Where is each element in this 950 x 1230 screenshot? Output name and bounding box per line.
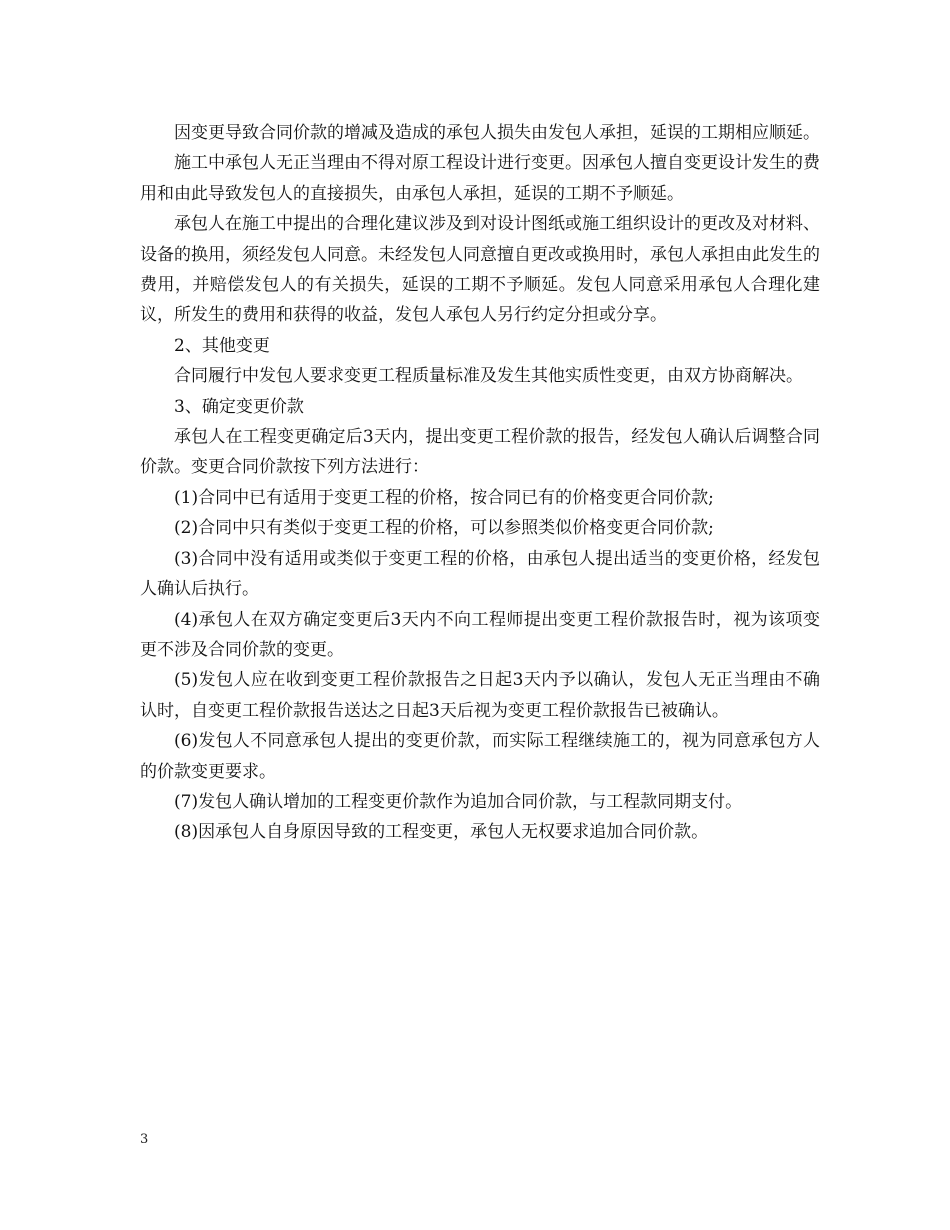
- list-item: (8)因承包人自身原因导致的工程变更，承包人无权要求追加合同价款。: [174, 822, 709, 843]
- page-number: 3: [140, 1132, 149, 1147]
- list-item: (3)合同中没有适用或类似于变更工程的价格，由承包人提出适当的变更价格，经发包人确认后执行。: [140, 548, 820, 600]
- list-item: (7)发包人确认增加的工程变更价款作为追加合同价款，与工程款同期支付。: [174, 791, 743, 812]
- list-item: (5)发包人应在收到变更工程价款报告之日起3天内予以确认，发包人无正当理由不确认时，自变更工程价款报告送达之日起3天后视为变更工程价款报告已被确认。: [140, 670, 820, 721]
- section-heading: 2、其他变更: [174, 335, 270, 356]
- document-body: [140, 118, 820, 848]
- list-item: (4)承包人在双方确定变更后3天内不向工程师提出变更工程价款报告时，视为该项变更不涉及合同价款的变更。: [140, 609, 820, 660]
- paragraph: 施工中承包人无正当理由不得对原工程设计进行变更。因承包人擅自变更设计发生的费用和由此导致发包人的直接损失，由承包人承担，延误的工期不予顺延。: [140, 153, 820, 204]
- paragraph: 因变更导致合同价款的增减及造成的承包人损失由发包人承担，延误的工期相应顺延。: [174, 123, 820, 143]
- list-item: (1)合同中已有适用于变更工程的价格，按合同已有的价格变更合同价款;: [174, 487, 714, 508]
- paragraph: 承包人在施工中提出的合理化建议涉及到对设计图纸或施工组织设计的更改及对材料、设备的换用，须经发包人同意。未经发包人同意擅自更改或换用时，承包人承担由此发生的费用，并赔偿发包人的有关损失，延误的工期不予顺延。发包人同意采用承包人合理化建议，所发生的费用和获得的收益，发包人承包人另行约定分担或分享。: [140, 214, 820, 326]
- list-item: (6)发包人不同意承包人提出的变更价款，而实际工程继续施工的，视为同意承包方人的价款变更要求。: [140, 731, 820, 782]
- paragraph: 承包人在工程变更确定后3天内，提出变更工程价款的报告，经发包人确认后调整合同价款。变更合同价款按下列方法进行：: [140, 427, 820, 478]
- section-heading: 3、确定变更价款: [174, 396, 304, 417]
- list-item: (2)合同中只有类似于变更工程的价格，可以参照类似价格变更合同价款;: [174, 518, 714, 539]
- paragraph: 合同履行中发包人要求变更工程质量标准及发生其他实质性变更，由双方协商解决。: [174, 366, 803, 387]
